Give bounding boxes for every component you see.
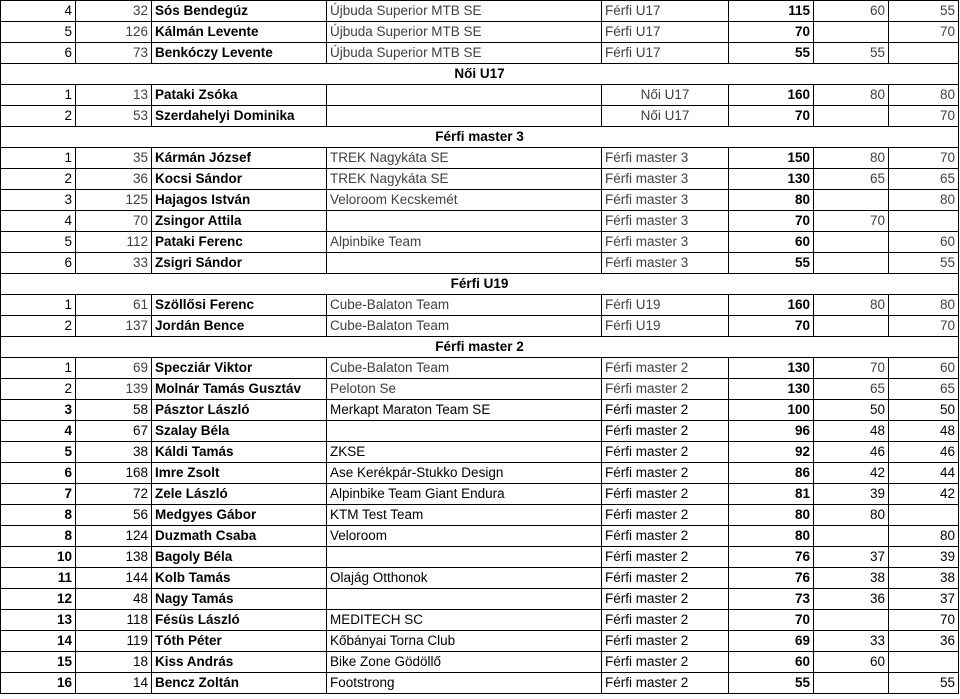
race2-points-cell: 80 <box>889 190 959 211</box>
table-row <box>1 484 959 505</box>
points-cell: 70 <box>729 211 814 232</box>
rank-cell: 5 <box>1 442 76 463</box>
rank-cell: 5 <box>1 22 76 43</box>
race1-points-cell: 70 <box>814 358 889 379</box>
table-row <box>1 295 959 316</box>
table-row <box>1 232 959 253</box>
bib-cell: 126 <box>76 22 152 43</box>
category-cell: Férfi U17 <box>602 1 729 22</box>
name-cell: Szalay Béla <box>152 421 327 442</box>
rank-cell: 6 <box>1 253 76 274</box>
table-row <box>1 43 959 64</box>
team-cell: Újbuda Superior MTB SE <box>327 1 602 22</box>
race2-points-cell: 60 <box>889 232 959 253</box>
category-cell: Férfi master 2 <box>602 442 729 463</box>
category-header-row <box>1 64 959 85</box>
category-cell: Férfi U19 <box>602 295 729 316</box>
table-row <box>1 505 959 526</box>
table-row <box>1 358 959 379</box>
name-cell: Kiss András <box>152 652 327 673</box>
race1-points-cell <box>814 190 889 211</box>
name-cell: Kármán József <box>152 148 327 169</box>
table-row <box>1 673 959 694</box>
race2-points-cell: 70 <box>889 22 959 43</box>
race1-points-cell: 60 <box>814 1 889 22</box>
race1-points-cell <box>814 673 889 694</box>
name-cell: Nagy Tamás <box>152 589 327 610</box>
category-title: Férfi master 3 <box>1 127 959 148</box>
race1-points-cell: 38 <box>814 568 889 589</box>
bib-cell: 38 <box>76 442 152 463</box>
race1-points-cell: 80 <box>814 295 889 316</box>
points-cell: 60 <box>729 652 814 673</box>
name-cell: Zsingor Attila <box>152 211 327 232</box>
name-cell: Kocsi Sándor <box>152 169 327 190</box>
results-body <box>1 1 959 694</box>
points-cell: 150 <box>729 148 814 169</box>
race1-points-cell: 80 <box>814 148 889 169</box>
rank-cell: 4 <box>1 421 76 442</box>
race1-points-cell <box>814 316 889 337</box>
team-cell <box>327 421 602 442</box>
name-cell: Molnár Tamás Gusztáv <box>152 379 327 400</box>
category-cell: Férfi master 2 <box>602 526 729 547</box>
rank-cell: 7 <box>1 484 76 505</box>
category-title: Férfi U19 <box>1 274 959 295</box>
bib-cell: 13 <box>76 85 152 106</box>
category-cell: Férfi master 2 <box>602 463 729 484</box>
bib-cell: 72 <box>76 484 152 505</box>
rank-cell: 13 <box>1 610 76 631</box>
points-cell: 70 <box>729 22 814 43</box>
race2-points-cell: 55 <box>889 673 959 694</box>
team-cell: TREK Nagykáta SE <box>327 169 602 190</box>
race2-points-cell <box>889 652 959 673</box>
points-cell: 160 <box>729 85 814 106</box>
points-cell: 96 <box>729 421 814 442</box>
table-row <box>1 316 959 337</box>
points-cell: 81 <box>729 484 814 505</box>
race2-points-cell <box>889 211 959 232</box>
table-row <box>1 253 959 274</box>
race2-points-cell: 55 <box>889 253 959 274</box>
race2-points-cell: 37 <box>889 589 959 610</box>
table-row <box>1 421 959 442</box>
race1-points-cell <box>814 22 889 43</box>
race1-points-cell: 48 <box>814 421 889 442</box>
race1-points-cell <box>814 232 889 253</box>
category-cell: Férfi master 2 <box>602 400 729 421</box>
name-cell: Tóth Péter <box>152 631 327 652</box>
rank-cell: 2 <box>1 106 76 127</box>
table-row <box>1 610 959 631</box>
race1-points-cell <box>814 253 889 274</box>
race1-points-cell <box>814 106 889 127</box>
name-cell: Fésüs László <box>152 610 327 631</box>
rank-cell: 14 <box>1 631 76 652</box>
category-cell: Férfi U17 <box>602 43 729 64</box>
race2-points-cell: 55 <box>889 1 959 22</box>
race2-points-cell: 80 <box>889 85 959 106</box>
name-cell: Imre Zsolt <box>152 463 327 484</box>
race1-points-cell: 80 <box>814 85 889 106</box>
category-header-row <box>1 127 959 148</box>
team-cell: Veloroom <box>327 526 602 547</box>
points-cell: 70 <box>729 106 814 127</box>
points-cell: 130 <box>729 379 814 400</box>
rank-cell: 10 <box>1 547 76 568</box>
bib-cell: 67 <box>76 421 152 442</box>
race1-points-cell: 65 <box>814 379 889 400</box>
bib-cell: 168 <box>76 463 152 484</box>
category-title: Női U17 <box>1 64 959 85</box>
category-cell: Női U17 <box>602 106 729 127</box>
team-cell <box>327 85 602 106</box>
bib-cell: 125 <box>76 190 152 211</box>
rank-cell: 1 <box>1 148 76 169</box>
rank-cell: 6 <box>1 43 76 64</box>
category-cell: Férfi master 3 <box>602 148 729 169</box>
name-cell: Kolb Tamás <box>152 568 327 589</box>
bib-cell: 124 <box>76 526 152 547</box>
race1-points-cell: 37 <box>814 547 889 568</box>
category-cell: Férfi master 2 <box>602 589 729 610</box>
category-cell: Férfi master 2 <box>602 610 729 631</box>
race2-points-cell <box>889 43 959 64</box>
bib-cell: 32 <box>76 1 152 22</box>
table-row <box>1 1 959 22</box>
team-cell: Alpinbike Team <box>327 232 602 253</box>
team-cell: ZKSE <box>327 442 602 463</box>
race2-points-cell: 80 <box>889 526 959 547</box>
category-header-row <box>1 337 959 358</box>
name-cell: Duzmath Csaba <box>152 526 327 547</box>
race2-points-cell: 70 <box>889 610 959 631</box>
race1-points-cell: 80 <box>814 505 889 526</box>
category-cell: Férfi master 3 <box>602 253 729 274</box>
team-cell: Veloroom Kecskemét <box>327 190 602 211</box>
race1-points-cell: 33 <box>814 631 889 652</box>
race2-points-cell: 65 <box>889 379 959 400</box>
team-cell <box>327 211 602 232</box>
race2-points-cell: 70 <box>889 106 959 127</box>
points-cell: 160 <box>729 295 814 316</box>
rank-cell: 11 <box>1 568 76 589</box>
points-cell: 100 <box>729 400 814 421</box>
table-row <box>1 22 959 43</box>
race2-points-cell: 65 <box>889 169 959 190</box>
race2-points-cell: 44 <box>889 463 959 484</box>
points-cell: 60 <box>729 232 814 253</box>
race1-points-cell <box>814 526 889 547</box>
bib-cell: 137 <box>76 316 152 337</box>
name-cell: Pataki Zsóka <box>152 85 327 106</box>
name-cell: Jordán Bence <box>152 316 327 337</box>
table-row <box>1 148 959 169</box>
team-cell: Alpinbike Team Giant Endura <box>327 484 602 505</box>
race2-points-cell <box>889 505 959 526</box>
name-cell: Szöllősi Ferenc <box>152 295 327 316</box>
race1-points-cell: 42 <box>814 463 889 484</box>
name-cell: Bagoly Béla <box>152 547 327 568</box>
team-cell: Peloton Se <box>327 379 602 400</box>
points-cell: 55 <box>729 673 814 694</box>
category-cell: Férfi U17 <box>602 22 729 43</box>
race1-points-cell: 39 <box>814 484 889 505</box>
bib-cell: 53 <box>76 106 152 127</box>
team-cell: Cube-Balaton Team <box>327 316 602 337</box>
bib-cell: 119 <box>76 631 152 652</box>
bib-cell: 56 <box>76 505 152 526</box>
table-row <box>1 589 959 610</box>
team-cell: Footstrong <box>327 673 602 694</box>
table-row <box>1 547 959 568</box>
category-cell: Férfi master 2 <box>602 673 729 694</box>
name-cell: Szerdahelyi Dominika <box>152 106 327 127</box>
category-cell: Férfi master 2 <box>602 421 729 442</box>
category-cell: Férfi master 2 <box>602 547 729 568</box>
name-cell: Zele László <box>152 484 327 505</box>
table-row <box>1 169 959 190</box>
bib-cell: 14 <box>76 673 152 694</box>
bib-cell: 18 <box>76 652 152 673</box>
name-cell: Pataki Ferenc <box>152 232 327 253</box>
race2-points-cell: 42 <box>889 484 959 505</box>
bib-cell: 73 <box>76 43 152 64</box>
category-cell: Férfi master 2 <box>602 631 729 652</box>
race1-points-cell: 36 <box>814 589 889 610</box>
name-cell: Hajagos István <box>152 190 327 211</box>
team-cell: Kőbányai Torna Club <box>327 631 602 652</box>
rank-cell: 4 <box>1 1 76 22</box>
rank-cell: 5 <box>1 232 76 253</box>
points-cell: 92 <box>729 442 814 463</box>
race1-points-cell <box>814 610 889 631</box>
race2-points-cell: 46 <box>889 442 959 463</box>
rank-cell: 16 <box>1 673 76 694</box>
category-cell: Férfi master 2 <box>602 379 729 400</box>
category-cell: Női U17 <box>602 85 729 106</box>
table-row <box>1 463 959 484</box>
name-cell: Specziár Viktor <box>152 358 327 379</box>
team-cell <box>327 106 602 127</box>
rank-cell: 2 <box>1 169 76 190</box>
table-row <box>1 652 959 673</box>
rank-cell: 6 <box>1 463 76 484</box>
category-cell: Férfi master 2 <box>602 358 729 379</box>
name-cell: Bencz Zoltán <box>152 673 327 694</box>
table-row <box>1 442 959 463</box>
race2-points-cell: 50 <box>889 400 959 421</box>
bib-cell: 69 <box>76 358 152 379</box>
bib-cell: 139 <box>76 379 152 400</box>
race1-points-cell: 50 <box>814 400 889 421</box>
rank-cell: 1 <box>1 85 76 106</box>
bib-cell: 58 <box>76 400 152 421</box>
team-cell <box>327 589 602 610</box>
category-cell: Férfi master 3 <box>602 169 729 190</box>
team-cell: Merkapt Maraton Team SE <box>327 400 602 421</box>
rank-cell: 3 <box>1 400 76 421</box>
bib-cell: 112 <box>76 232 152 253</box>
points-cell: 73 <box>729 589 814 610</box>
race1-points-cell: 70 <box>814 211 889 232</box>
table-row <box>1 379 959 400</box>
race2-points-cell: 36 <box>889 631 959 652</box>
bib-cell: 70 <box>76 211 152 232</box>
bib-cell: 61 <box>76 295 152 316</box>
points-cell: 76 <box>729 568 814 589</box>
table-row <box>1 568 959 589</box>
bib-cell: 36 <box>76 169 152 190</box>
race1-points-cell: 46 <box>814 442 889 463</box>
points-cell: 130 <box>729 169 814 190</box>
category-cell: Férfi master 3 <box>602 190 729 211</box>
rank-cell: 8 <box>1 526 76 547</box>
race1-points-cell: 60 <box>814 652 889 673</box>
team-cell: Cube-Balaton Team <box>327 295 602 316</box>
points-cell: 130 <box>729 358 814 379</box>
team-cell: MEDITECH SC <box>327 610 602 631</box>
points-cell: 86 <box>729 463 814 484</box>
category-cell: Férfi master 2 <box>602 568 729 589</box>
rank-cell: 4 <box>1 211 76 232</box>
table-row <box>1 400 959 421</box>
category-cell: Férfi master 3 <box>602 232 729 253</box>
points-cell: 80 <box>729 190 814 211</box>
rank-cell: 12 <box>1 589 76 610</box>
race2-points-cell: 39 <box>889 547 959 568</box>
points-cell: 76 <box>729 547 814 568</box>
team-cell: Ase Kerékpár-Stukko Design <box>327 463 602 484</box>
category-cell: Férfi master 2 <box>602 652 729 673</box>
table-row <box>1 85 959 106</box>
race2-points-cell: 60 <box>889 358 959 379</box>
name-cell: Kálmán Levente <box>152 22 327 43</box>
bib-cell: 118 <box>76 610 152 631</box>
points-cell: 70 <box>729 316 814 337</box>
team-cell: TREK Nagykáta SE <box>327 148 602 169</box>
bib-cell: 35 <box>76 148 152 169</box>
name-cell: Medgyes Gábor <box>152 505 327 526</box>
team-cell: Újbuda Superior MTB SE <box>327 43 602 64</box>
category-cell: Férfi master 2 <box>602 484 729 505</box>
table-row <box>1 631 959 652</box>
points-cell: 69 <box>729 631 814 652</box>
team-cell: Bike Zone Gödöllő <box>327 652 602 673</box>
table-row <box>1 106 959 127</box>
bib-cell: 33 <box>76 253 152 274</box>
points-cell: 115 <box>729 1 814 22</box>
team-cell <box>327 253 602 274</box>
category-cell: Férfi master 3 <box>602 211 729 232</box>
table-row <box>1 190 959 211</box>
rank-cell: 1 <box>1 295 76 316</box>
race2-points-cell: 48 <box>889 421 959 442</box>
table-row <box>1 526 959 547</box>
rank-cell: 15 <box>1 652 76 673</box>
team-cell: Olajág Otthonok <box>327 568 602 589</box>
team-cell: Újbuda Superior MTB SE <box>327 22 602 43</box>
bib-cell: 138 <box>76 547 152 568</box>
category-header-row <box>1 274 959 295</box>
points-cell: 70 <box>729 610 814 631</box>
points-cell: 80 <box>729 526 814 547</box>
name-cell: Káldi Tamás <box>152 442 327 463</box>
race2-points-cell: 70 <box>889 148 959 169</box>
category-cell: Férfi master 2 <box>602 505 729 526</box>
points-cell: 55 <box>729 253 814 274</box>
rank-cell: 2 <box>1 379 76 400</box>
bib-cell: 48 <box>76 589 152 610</box>
table-row <box>1 211 959 232</box>
points-cell: 55 <box>729 43 814 64</box>
name-cell: Sós Bendegúz <box>152 1 327 22</box>
rank-cell: 1 <box>1 358 76 379</box>
team-cell: KTM Test Team <box>327 505 602 526</box>
race1-points-cell: 65 <box>814 169 889 190</box>
name-cell: Zsigri Sándor <box>152 253 327 274</box>
race1-points-cell: 55 <box>814 43 889 64</box>
team-cell <box>327 547 602 568</box>
name-cell: Benkóczy Levente <box>152 43 327 64</box>
points-cell: 80 <box>729 505 814 526</box>
bib-cell: 144 <box>76 568 152 589</box>
rank-cell: 2 <box>1 316 76 337</box>
race2-points-cell: 70 <box>889 316 959 337</box>
rank-cell: 3 <box>1 190 76 211</box>
race2-points-cell: 80 <box>889 295 959 316</box>
team-cell: Cube-Balaton Team <box>327 358 602 379</box>
race2-points-cell: 38 <box>889 568 959 589</box>
category-title: Férfi master 2 <box>1 337 959 358</box>
rank-cell: 8 <box>1 505 76 526</box>
category-cell: Férfi U19 <box>602 316 729 337</box>
name-cell: Pásztor László <box>152 400 327 421</box>
